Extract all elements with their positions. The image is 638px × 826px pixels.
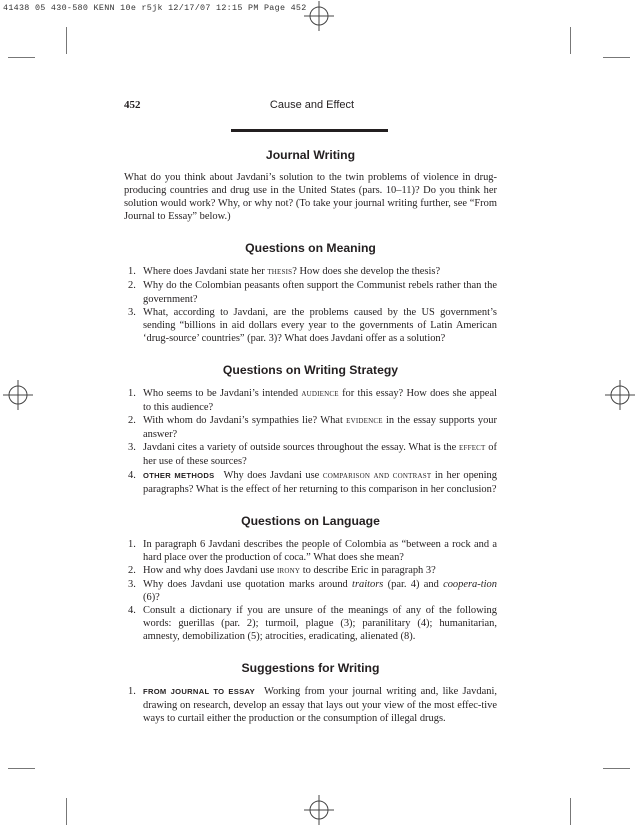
list-item: 3. What, according to Javdani, are the problems caused by the US government’s sending “billions in aid dollars every year to the governments of Latin American ‘drug-source’ countries” (par. 3)? What does Javdani offer as a solution? xyxy=(128,306,497,344)
meaning-list xyxy=(124,265,497,345)
registration-mark-right-icon xyxy=(605,380,635,410)
section-rule xyxy=(231,129,388,132)
writing-list xyxy=(124,685,497,724)
list-item: 4. Consult a dictionary if you are unsure of the meanings of any of the following words: guerillas (par. 2); turmoil, plague (3); paranilitary (4); humanitarian, amnesty, demobilization (5); atrocities, eradicating, alienated (8). xyxy=(128,605,497,643)
printer-slug: 41438 05 430-580 KENN 10e r5jk 12/17/07 12:15 PM Page 452 xyxy=(3,3,307,13)
writing-heading: Suggestions for Writing xyxy=(241,661,380,676)
page-content xyxy=(124,148,497,725)
list-item: 2. How and why does Javdani use irony to describe Eric in paragraph 3? xyxy=(128,564,436,576)
registration-mark-left-icon xyxy=(3,380,33,410)
registration-mark-bottom-icon xyxy=(304,795,334,825)
strategy-heading: Questions on Writing Strategy xyxy=(222,362,399,377)
registration-mark-top-icon xyxy=(304,1,334,31)
page-number: 452 xyxy=(124,99,141,111)
list-item: 2. Why do the Colombian peasants often support the Communist rebels rather than the government? xyxy=(128,280,497,305)
language-list xyxy=(124,538,497,644)
list-item: 1. In paragraph 6 Javdani describes the people of Colombia as “between a rock and a hard place over the production of coca.” What does she mean? xyxy=(128,538,497,563)
running-head: Cause and Effect xyxy=(269,99,355,111)
list-item: 2. With whom do Javdani’s sympathies lie? What evidence in the essay supports your answer? xyxy=(128,415,497,441)
list-item: 1. FROM JOURNAL TO ESSAY Working from your journal writing and, like Javdani, drawing on research, develop an essay that lays out your view of the most effec-tive ways to curtail either the production or the consumption of illegal drugs. xyxy=(128,686,497,724)
journal-text: What do you think about Javdani’s solution to the twin problems of violence in drug-producing countries and drug use in the United States (pars. 10–11)? Do you think her solution would work? Why, or why not? (To take your journal writing further, see “From Journal to Essay” below.) xyxy=(124,172,497,223)
meaning-heading: Questions on Meaning xyxy=(245,241,376,256)
list-item: 1. Who seems to be Javdani’s intended audience for this essay? How does she appeal to this audience? xyxy=(128,387,497,414)
list-item: 3. Javdani cites a variety of outside sources throughout the essay. What is the effect of her use of these sources? xyxy=(128,442,497,468)
list-item: 3. Why does Javdani use quotation marks around traitors (par. 4) and coopera-tion (6)? xyxy=(128,578,497,604)
journal-to-essay-label: FROM JOURNAL TO ESSAY xyxy=(143,687,255,697)
list-item: 1. Where does Javdani state her thesis? How does she develop the thesis? xyxy=(128,266,441,278)
language-heading: Questions on Language xyxy=(241,513,380,528)
strategy-list xyxy=(124,387,497,496)
journal-heading: Journal Writing xyxy=(265,148,356,162)
other-methods-label: OTHER METHODS xyxy=(143,470,215,480)
list-item: 4. OTHER METHODS Why does Javdani use comparison and contrast in her opening paragraphs? What is the effect of her returning to this comparison in her conclusion? xyxy=(128,469,497,495)
